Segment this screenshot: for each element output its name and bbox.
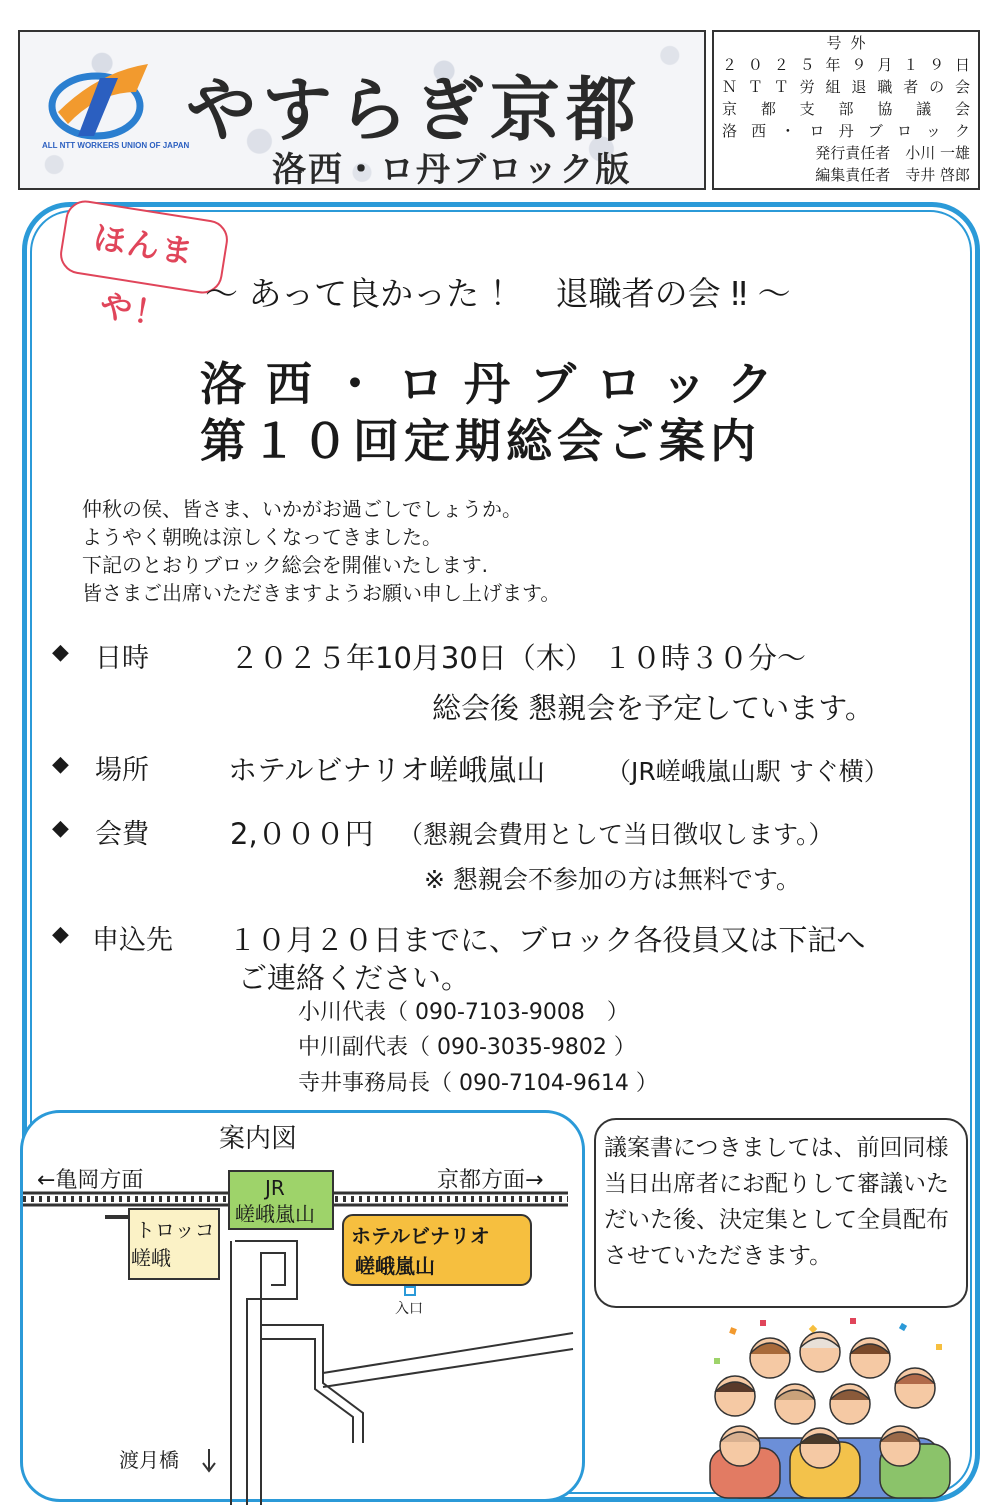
date-label: 日時 bbox=[95, 643, 149, 674]
issue-label: 号 外 bbox=[826, 34, 866, 52]
bridge-label: 渡月橋 bbox=[119, 1448, 179, 1472]
intro-line: ようやく朝晩は涼しくなってきました。 bbox=[82, 525, 442, 549]
fee-value: 2,０００円 bbox=[230, 817, 374, 851]
map-east-label: 京都方面→ bbox=[437, 1168, 544, 1193]
map-west-label: ←亀岡方面 bbox=[37, 1168, 144, 1193]
intro-line: 仲秋の侯、皆さま、いかがお過ごしでしょうか。 bbox=[82, 497, 522, 521]
fee-label: 会費 bbox=[95, 819, 149, 850]
intro-line: 下記のとおりブロック総会を開催いたします. bbox=[82, 553, 488, 577]
hotel-label-2: 嵯峨嵐山 bbox=[355, 1254, 435, 1278]
fee-note: （懇親会費用として当日徴収します。） bbox=[398, 820, 834, 849]
cheering-people-illustration bbox=[700, 1318, 960, 1498]
heading-block: 洛西・ロ丹ブロック bbox=[200, 357, 794, 411]
editor: 編集責任者 寺井 啓郎 bbox=[815, 166, 970, 184]
bullet-diamond: ◆ bbox=[52, 922, 69, 947]
publisher: 発行責任者 小川 一雄 bbox=[815, 144, 970, 162]
agenda-note: 議案書につきましては、前回同様 当日出席者にお配りして審議いただいた後、決定集として全員配布させていただきます。 bbox=[594, 1118, 968, 1308]
date-value: ２０２５年10月30日（木） １０時３０分～ bbox=[230, 641, 807, 675]
fee-sub: ※ 懇親会不参加の方は無料です。 bbox=[424, 865, 801, 894]
issue-org3: 洛西・ロ丹ブロック bbox=[722, 122, 970, 140]
logo-text: ALL NTT WORKERS UNION OF JAPAN bbox=[42, 141, 190, 150]
torokko-label-1: トロッコ bbox=[135, 1218, 215, 1242]
apply-value: １０月２０日までに、ブロック各役員又は下記へ bbox=[228, 923, 866, 957]
bullet-diamond: ◆ bbox=[52, 752, 69, 777]
torokko-label-2: 嵯峨 bbox=[131, 1246, 171, 1270]
entrance-marker bbox=[405, 1287, 415, 1295]
intro-line: 皆さまご出席いただきますようお願い申し上げます。 bbox=[82, 581, 561, 605]
bullet-diamond: ◆ bbox=[52, 640, 69, 665]
issue-org2: 京都支部協議会 bbox=[722, 100, 970, 118]
contact-ogawa: 小川代表（ 090-7103-9008 ） bbox=[298, 1000, 629, 1025]
heading-title: 第１０回定期総会ご案内 bbox=[200, 414, 761, 468]
apply-value-2: ご連絡ください。 bbox=[238, 961, 471, 995]
intro-paragraph bbox=[82, 495, 560, 607]
issue-info bbox=[712, 30, 980, 190]
map-title: 案内図 bbox=[219, 1124, 298, 1154]
contact-nakagawa: 中川副代表（ 090-3035-9802 ） bbox=[298, 1035, 636, 1060]
apply-label: 申込先 bbox=[92, 925, 173, 956]
map-drawing bbox=[23, 1113, 588, 1505]
contact-terai: 寺井事務局長（ 090-7104-9614 ） bbox=[298, 1071, 658, 1096]
entrance-label: 入口 bbox=[395, 1301, 423, 1317]
badge-text: ほんまや！ bbox=[90, 218, 198, 335]
station-label-2: 嵯峨嵐山 bbox=[235, 1202, 315, 1226]
hotel-label-1: ホテルビナリオ bbox=[351, 1224, 490, 1248]
catchphrase: ～ あって良かった ！ 退職者の会 ‼ ～ bbox=[205, 274, 791, 313]
union-logo bbox=[38, 52, 190, 152]
place-label: 場所 bbox=[95, 755, 149, 786]
newsletter-subtitle: 洛西・ロ丹ブロック版 bbox=[272, 150, 632, 190]
access-map bbox=[20, 1110, 585, 1502]
date-sub: 総会後 懇親会を予定しています。 bbox=[432, 691, 874, 725]
bullet-diamond: ◆ bbox=[52, 816, 69, 841]
station-label-1: JR bbox=[265, 1176, 285, 1200]
place-note: （JR嵯峨嵐山駅 すぐ横） bbox=[606, 757, 889, 786]
place-value: ホテルビナリオ嵯峨嵐山 bbox=[228, 753, 546, 787]
issue-org1: ＮＴＴ労組退職者の会 bbox=[722, 78, 970, 96]
newsletter-title: やすらぎ京都 bbox=[186, 68, 642, 151]
issue-date: ２０２５年９月１９日 bbox=[722, 56, 970, 74]
